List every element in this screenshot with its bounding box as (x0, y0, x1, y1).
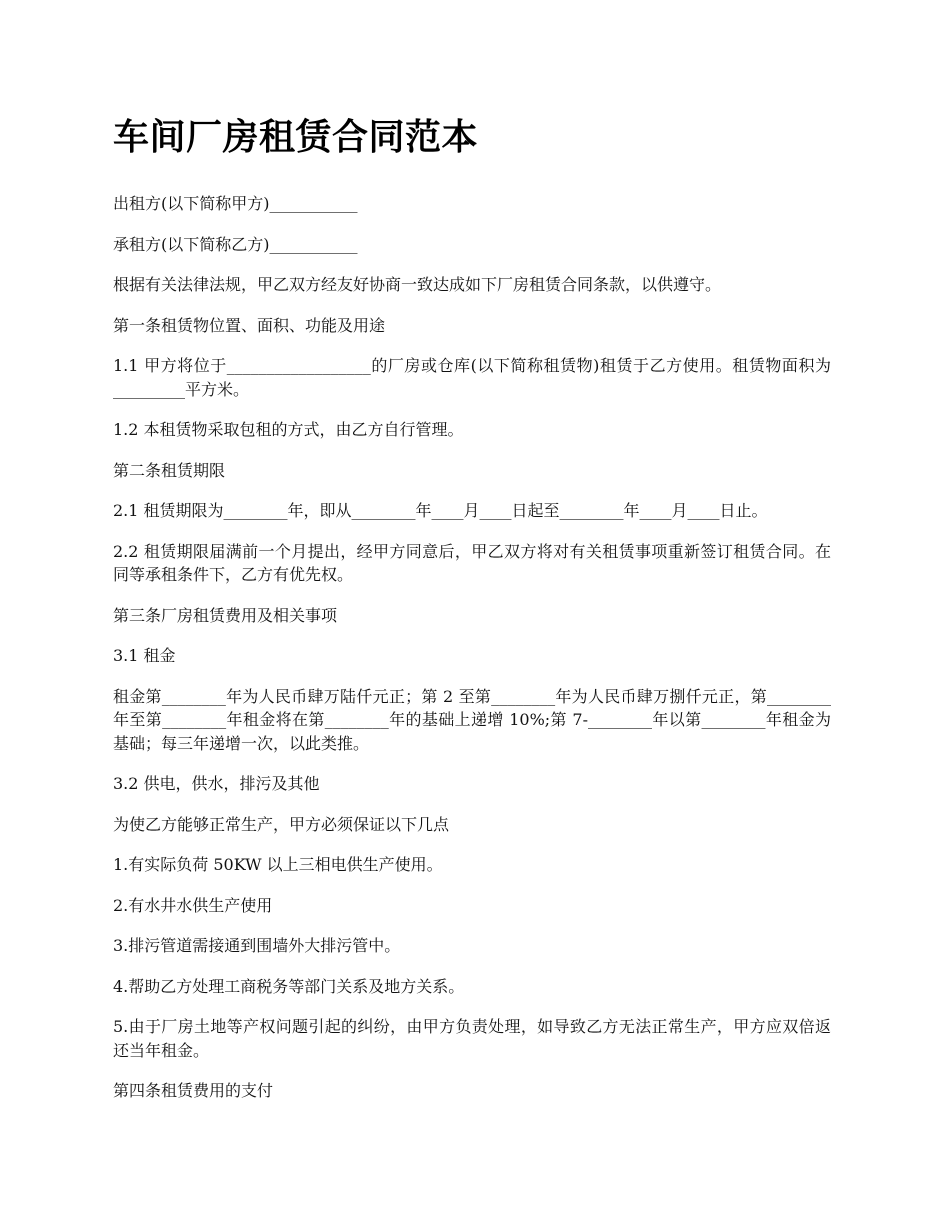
clause-2-2: 2.2 租赁期限届满前一个月提出，经甲方同意后，甲乙双方将对有关租赁事项重新签订租赁合同。在同等承租条件下，乙方有优先权。 (113, 541, 831, 584)
clause-1-2: 1.2 本租赁物采取包租的方式，由乙方自行管理。 (113, 420, 464, 439)
rent-paragraph: 租金第________年为人民币肆万陆仟元正；第 2 至第________年为人民币肆万捌仟元正，第________年至第________年租金将在第________年的基础上递增 10%;第 7-________年以第________年租金为基础；每三年递增一次，以此类推。 (113, 686, 831, 753)
preamble-paragraph: 根据有关法律法规，甲乙双方经友好协商一致达成如下厂房租赁合同条款，以供遵守。 (113, 275, 722, 294)
guarantee-item-2: 2.有水井水供生产使用 (113, 895, 273, 915)
lessor-line: 出租方(以下简称甲方)___________ (113, 194, 358, 213)
clause-3-2: 3.2 供电，供水，排污及其他 (113, 774, 320, 793)
article-3-heading: 第三条厂房租赁费用及相关事项 (113, 605, 338, 625)
clause-2-1: 2.1 租赁期限为________年，即从________年____月____日起至________年____月____日止。 (113, 501, 768, 520)
clause-1-1: 1.1 甲方将位于__________________的厂房或仓库(以下简称租赁物)租赁于乙方使用。租赁物面积为_________平方米。 (113, 356, 831, 399)
clause-3-1: 3.1 租金 (113, 646, 176, 665)
article-4-heading: 第四条租赁费用的支付 (113, 1081, 274, 1100)
document-page (113, 112, 831, 1120)
document-title: 车间厂房租赁合同范本 (113, 116, 479, 158)
guarantee-intro: 为使乙方能够正常生产，甲方必须保证以下几点 (113, 814, 450, 834)
guarantee-item-1: 1.有实际负荷 50KW 以上三相电供生产使用。 (113, 855, 443, 874)
article-2-heading: 第二条租赁期限 (113, 460, 226, 480)
guarantee-item-4: 4.帮助乙方处理工商税务等部门关系及地方关系。 (113, 976, 465, 996)
article-1-heading: 第一条租赁物位置、面积、功能及用途 (113, 315, 386, 335)
guarantee-item-5: 5.由于厂房土地等产权问题引起的纠纷，由甲方负责处理，如导致乙方无法正常生产，甲方应双倍返还当年租金。 (113, 1017, 831, 1060)
lessee-line: 承租方(以下简称乙方)___________ (113, 234, 358, 254)
guarantee-item-3: 3.排污管道需接通到围墙外大排污管中。 (113, 936, 401, 955)
